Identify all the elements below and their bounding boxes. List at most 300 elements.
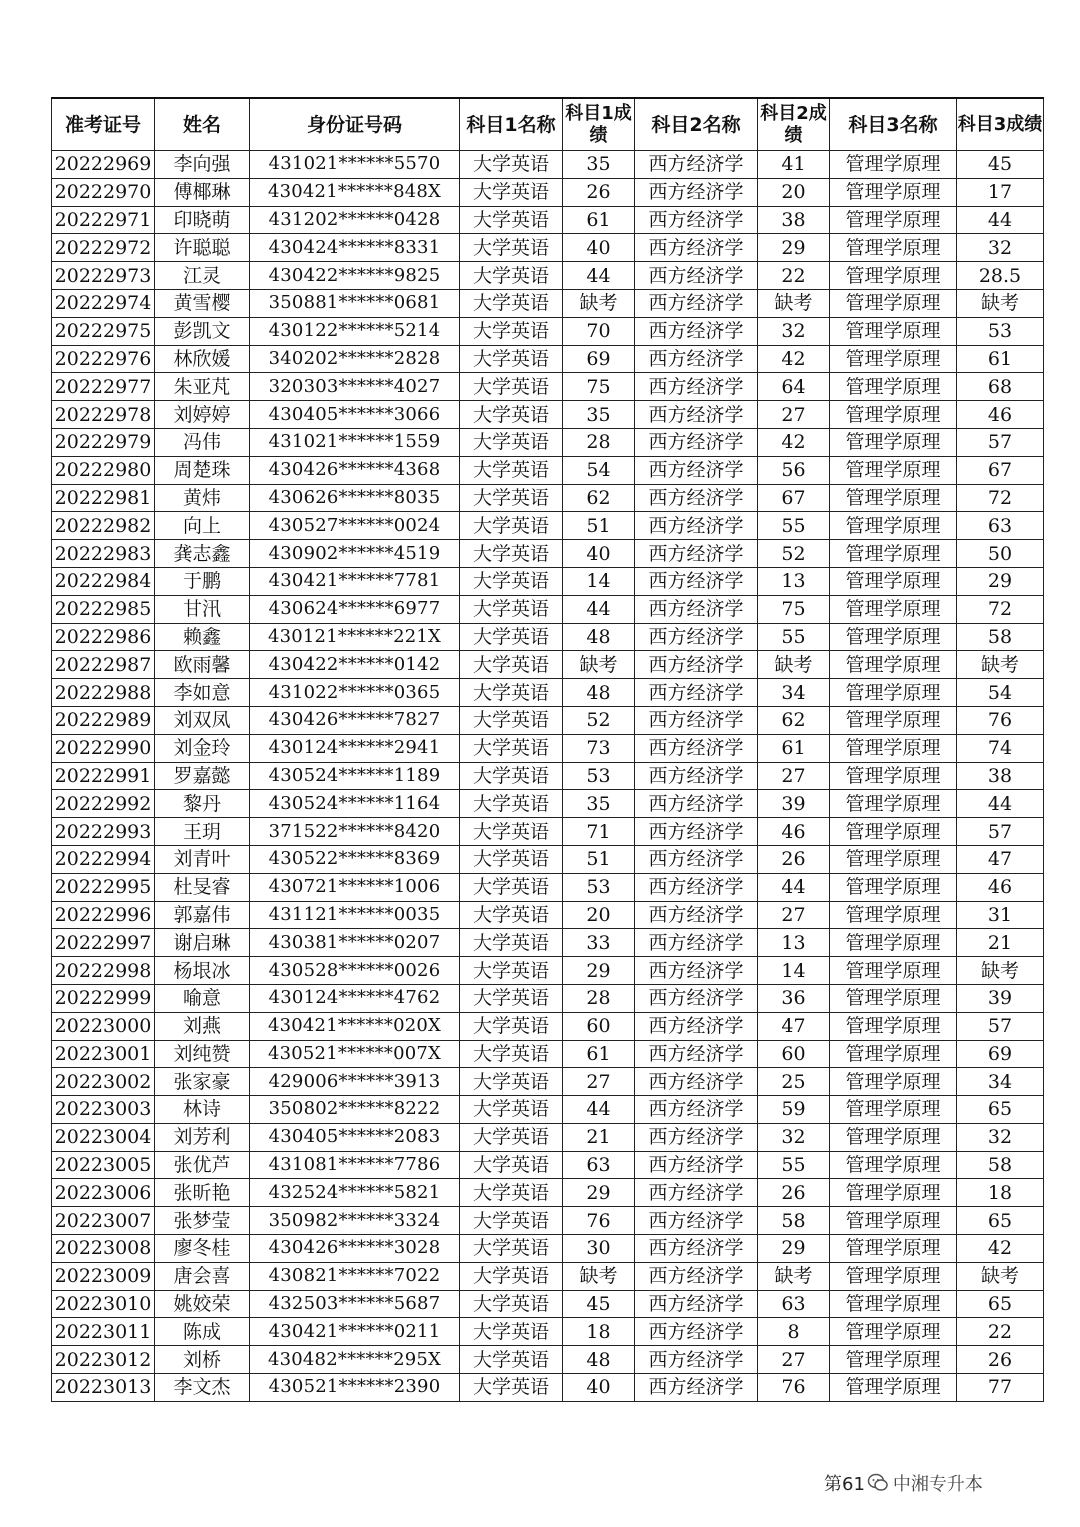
cell-name: 赖鑫 [155, 623, 250, 651]
table-row [52, 1374, 1044, 1402]
cell-subject2-name: 西方经济学 [635, 734, 758, 762]
cell-subject3-score: 67 [957, 456, 1044, 484]
cell-subject1-score: 71 [563, 818, 635, 846]
cell-subject1-score: 76 [563, 1207, 635, 1235]
cell-subject2-score: 59 [758, 1096, 830, 1124]
cell-subject2-name: 西方经济学 [635, 1290, 758, 1318]
cell-exam-id: 20222969 [52, 151, 155, 179]
cell-subject2-name: 西方经济学 [635, 512, 758, 540]
watermark-text: 中湘专升本 [892, 1474, 983, 1495]
cell-subject2-name: 西方经济学 [635, 151, 758, 179]
table-row [52, 1207, 1044, 1235]
cell-subject2-score: 42 [758, 428, 830, 456]
cell-name: 刘青叶 [155, 845, 250, 873]
cell-name: 唐会喜 [155, 1262, 250, 1290]
cell-name: 李文杰 [155, 1374, 250, 1402]
cell-subject2-score: 52 [758, 540, 830, 568]
cell-subject1-score: 35 [563, 151, 635, 179]
cell-subject3-score: 缺考 [957, 1262, 1044, 1290]
cell-subject1-name: 大学英语 [460, 151, 563, 179]
cell-subject3-score: 22 [957, 1318, 1044, 1346]
table-row [52, 206, 1044, 234]
cell-subject1-score: 33 [563, 929, 635, 957]
header-exam-id: 准考证号 [52, 98, 155, 151]
table-row [52, 567, 1044, 595]
cell-subject1-name: 大学英语 [460, 1179, 563, 1207]
cell-exam-id: 20222991 [52, 762, 155, 790]
cell-subject1-score: 21 [563, 1123, 635, 1151]
header-subject3-score: 科目3成绩 [957, 98, 1044, 151]
cell-exam-id: 20222978 [52, 401, 155, 429]
cell-id-number: 432524******5821 [250, 1179, 460, 1207]
cell-subject2-name: 西方经济学 [635, 623, 758, 651]
cell-name: 刘芳利 [155, 1123, 250, 1151]
table-row [52, 456, 1044, 484]
cell-id-number: 430528******0026 [250, 957, 460, 985]
cell-id-number: 430405******2083 [250, 1123, 460, 1151]
cell-subject1-name: 大学英语 [460, 512, 563, 540]
cell-name: 陈成 [155, 1318, 250, 1346]
cell-subject2-name: 西方经济学 [635, 1207, 758, 1235]
page-number-text: 第61 [824, 1474, 865, 1495]
cell-subject2-score: 60 [758, 1040, 830, 1068]
cell-exam-id: 20222987 [52, 651, 155, 679]
cell-subject2-score: 32 [758, 317, 830, 345]
cell-subject1-score: 63 [563, 1151, 635, 1179]
cell-subject2-score: 42 [758, 345, 830, 373]
table-row [52, 706, 1044, 734]
cell-subject2-name: 西方经济学 [635, 706, 758, 734]
table-row [52, 845, 1044, 873]
cell-subject3-score: 42 [957, 1235, 1044, 1263]
cell-exam-id: 20223008 [52, 1235, 155, 1263]
cell-subject3-score: 32 [957, 1123, 1044, 1151]
cell-subject2-name: 西方经济学 [635, 1151, 758, 1179]
cell-subject3-name: 管理学原理 [830, 1040, 957, 1068]
header-subject3-name: 科目3名称 [830, 98, 957, 151]
cell-subject1-name: 大学英语 [460, 901, 563, 929]
cell-subject3-score: 缺考 [957, 651, 1044, 679]
cell-name: 冯伟 [155, 428, 250, 456]
cell-exam-id: 20223009 [52, 1262, 155, 1290]
cell-subject3-name: 管理学原理 [830, 1346, 957, 1374]
cell-exam-id: 20222981 [52, 484, 155, 512]
cell-subject2-name: 西方经济学 [635, 1096, 758, 1124]
cell-id-number: 430422******0142 [250, 651, 460, 679]
cell-subject2-name: 西方经济学 [635, 234, 758, 262]
cell-subject2-score: 25 [758, 1068, 830, 1096]
cell-name: 朱亚芃 [155, 373, 250, 401]
table-row [52, 262, 1044, 290]
cell-name: 黄雪樱 [155, 289, 250, 317]
cell-subject1-score: 20 [563, 901, 635, 929]
table-row [52, 428, 1044, 456]
cell-subject3-score: 47 [957, 845, 1044, 873]
cell-subject2-name: 西方经济学 [635, 428, 758, 456]
cell-subject3-name: 管理学原理 [830, 540, 957, 568]
cell-subject2-score: 75 [758, 595, 830, 623]
cell-id-number: 430821******7022 [250, 1262, 460, 1290]
cell-subject1-score: 61 [563, 206, 635, 234]
cell-subject2-score: 67 [758, 484, 830, 512]
cell-id-number: 430482******295X [250, 1346, 460, 1374]
cell-subject2-name: 西方经济学 [635, 540, 758, 568]
cell-name: 周楚珠 [155, 456, 250, 484]
cell-subject3-score: 57 [957, 1012, 1044, 1040]
cell-subject3-name: 管理学原理 [830, 1290, 957, 1318]
cell-subject1-name: 大学英语 [460, 1235, 563, 1263]
cell-subject3-score: 31 [957, 901, 1044, 929]
cell-id-number: 320303******4027 [250, 373, 460, 401]
cell-name: 欧雨馨 [155, 651, 250, 679]
cell-id-number: 430626******8035 [250, 484, 460, 512]
cell-subject3-name: 管理学原理 [830, 1123, 957, 1151]
cell-id-number: 430426******4368 [250, 456, 460, 484]
cell-name: 傅椰琳 [155, 178, 250, 206]
cell-subject2-score: 36 [758, 984, 830, 1012]
cell-exam-id: 20222973 [52, 262, 155, 290]
cell-subject3-score: 65 [957, 1207, 1044, 1235]
cell-id-number: 430527******0024 [250, 512, 460, 540]
cell-subject1-score: 73 [563, 734, 635, 762]
cell-subject3-name: 管理学原理 [830, 790, 957, 818]
cell-subject3-name: 管理学原理 [830, 1012, 957, 1040]
table-row [52, 623, 1044, 651]
cell-exam-id: 20222999 [52, 984, 155, 1012]
cell-name: 彭凯文 [155, 317, 250, 345]
cell-subject1-name: 大学英语 [460, 651, 563, 679]
table-row [52, 595, 1044, 623]
cell-subject2-score: 39 [758, 790, 830, 818]
cell-exam-id: 20222974 [52, 289, 155, 317]
cell-subject3-name: 管理学原理 [830, 873, 957, 901]
table-row [52, 1096, 1044, 1124]
cell-exam-id: 20223006 [52, 1179, 155, 1207]
cell-subject3-name: 管理学原理 [830, 1318, 957, 1346]
cell-id-number: 430522******8369 [250, 845, 460, 873]
table-row [52, 651, 1044, 679]
table-row [52, 317, 1044, 345]
cell-subject1-name: 大学英语 [460, 234, 563, 262]
cell-subject2-score: 27 [758, 762, 830, 790]
cell-exam-id: 20222997 [52, 929, 155, 957]
cell-subject1-name: 大学英语 [460, 595, 563, 623]
cell-subject1-score: 缺考 [563, 651, 635, 679]
cell-subject3-score: 26 [957, 1346, 1044, 1374]
cell-subject2-score: 55 [758, 512, 830, 540]
cell-subject2-score: 46 [758, 818, 830, 846]
table-row [52, 234, 1044, 262]
cell-subject3-score: 69 [957, 1040, 1044, 1068]
table-row [52, 289, 1044, 317]
cell-subject2-name: 西方经济学 [635, 206, 758, 234]
table-row [52, 1012, 1044, 1040]
cell-subject3-score: 32 [957, 234, 1044, 262]
cell-id-number: 430421******020X [250, 1012, 460, 1040]
cell-id-number: 340202******2828 [250, 345, 460, 373]
cell-exam-id: 20223011 [52, 1318, 155, 1346]
cell-id-number: 430381******0207 [250, 929, 460, 957]
cell-exam-id: 20222970 [52, 178, 155, 206]
cell-subject1-name: 大学英语 [460, 1374, 563, 1402]
cell-subject3-name: 管理学原理 [830, 1262, 957, 1290]
cell-exam-id: 20223000 [52, 1012, 155, 1040]
cell-name: 龚志鑫 [155, 540, 250, 568]
table-row [52, 901, 1044, 929]
cell-subject1-score: 60 [563, 1012, 635, 1040]
cell-subject1-score: 48 [563, 679, 635, 707]
cell-subject3-score: 缺考 [957, 289, 1044, 317]
cell-subject2-score: 38 [758, 206, 830, 234]
cell-subject2-name: 西方经济学 [635, 373, 758, 401]
cell-exam-id: 20223004 [52, 1123, 155, 1151]
cell-name: 杜旻睿 [155, 873, 250, 901]
cell-exam-id: 20223007 [52, 1207, 155, 1235]
cell-subject3-score: 38 [957, 762, 1044, 790]
cell-id-number: 430521******007X [250, 1040, 460, 1068]
cell-name: 刘纯赞 [155, 1040, 250, 1068]
cell-subject1-name: 大学英语 [460, 373, 563, 401]
cell-subject1-score: 14 [563, 567, 635, 595]
cell-id-number: 431022******0365 [250, 679, 460, 707]
cell-name: 于鹏 [155, 567, 250, 595]
cell-subject3-score: 50 [957, 540, 1044, 568]
table-row [52, 790, 1044, 818]
cell-subject1-name: 大学英语 [460, 1068, 563, 1096]
cell-subject3-name: 管理学原理 [830, 1096, 957, 1124]
cell-subject1-score: 45 [563, 1290, 635, 1318]
cell-exam-id: 20222976 [52, 345, 155, 373]
cell-name: 刘桥 [155, 1346, 250, 1374]
cell-subject3-name: 管理学原理 [830, 679, 957, 707]
table-row [52, 178, 1044, 206]
cell-exam-id: 20222972 [52, 234, 155, 262]
cell-id-number: 350881******0681 [250, 289, 460, 317]
cell-id-number: 430122******5214 [250, 317, 460, 345]
cell-subject3-name: 管理学原理 [830, 1207, 957, 1235]
cell-subject1-name: 大学英语 [460, 289, 563, 317]
cell-id-number: 430426******7827 [250, 706, 460, 734]
table-row [52, 1068, 1044, 1096]
cell-subject1-score: 44 [563, 595, 635, 623]
cell-subject1-score: 缺考 [563, 1262, 635, 1290]
cell-subject3-name: 管理学原理 [830, 206, 957, 234]
cell-subject2-name: 西方经济学 [635, 1374, 758, 1402]
cell-subject3-name: 管理学原理 [830, 456, 957, 484]
cell-subject3-name: 管理学原理 [830, 1235, 957, 1263]
cell-subject2-name: 西方经济学 [635, 1068, 758, 1096]
cell-subject3-name: 管理学原理 [830, 1068, 957, 1096]
cell-subject1-name: 大学英语 [460, 1207, 563, 1235]
table-row [52, 1123, 1044, 1151]
cell-exam-id: 20222985 [52, 595, 155, 623]
table-row [52, 1040, 1044, 1068]
cell-id-number: 430624******6977 [250, 595, 460, 623]
cell-subject3-name: 管理学原理 [830, 929, 957, 957]
cell-subject1-name: 大学英语 [460, 984, 563, 1012]
cell-name: 林欣媛 [155, 345, 250, 373]
cell-subject1-score: 53 [563, 762, 635, 790]
cell-subject3-name: 管理学原理 [830, 151, 957, 179]
cell-exam-id: 20222990 [52, 734, 155, 762]
cell-subject1-score: 35 [563, 790, 635, 818]
cell-subject3-score: 44 [957, 206, 1044, 234]
cell-exam-id: 20223005 [52, 1151, 155, 1179]
cell-subject1-name: 大学英语 [460, 262, 563, 290]
cell-subject2-score: 41 [758, 151, 830, 179]
cell-subject2-name: 西方经济学 [635, 456, 758, 484]
cell-subject2-name: 西方经济学 [635, 262, 758, 290]
cell-subject1-score: 29 [563, 1179, 635, 1207]
cell-name: 林诗 [155, 1096, 250, 1124]
cell-subject1-name: 大学英语 [460, 1151, 563, 1179]
cell-name: 张梦莹 [155, 1207, 250, 1235]
cell-subject2-score: 缺考 [758, 1262, 830, 1290]
cell-subject3-score: 46 [957, 873, 1044, 901]
cell-name: 廖冬桂 [155, 1235, 250, 1263]
table-row [52, 762, 1044, 790]
cell-id-number: 430121******221X [250, 623, 460, 651]
cell-subject1-score: 18 [563, 1318, 635, 1346]
cell-subject3-score: 68 [957, 373, 1044, 401]
cell-subject2-name: 西方经济学 [635, 957, 758, 985]
cell-subject1-score: 51 [563, 512, 635, 540]
cell-subject1-score: 53 [563, 873, 635, 901]
cell-subject1-score: 27 [563, 1068, 635, 1096]
cell-subject1-score: 62 [563, 484, 635, 512]
cell-name: 刘双凤 [155, 706, 250, 734]
cell-subject1-name: 大学英语 [460, 957, 563, 985]
cell-name: 黄炜 [155, 484, 250, 512]
cell-subject2-score: 55 [758, 623, 830, 651]
cell-subject3-name: 管理学原理 [830, 289, 957, 317]
cell-subject3-score: 28.5 [957, 262, 1044, 290]
cell-subject1-name: 大学英语 [460, 1290, 563, 1318]
cell-subject2-score: 32 [758, 1123, 830, 1151]
cell-subject3-score: 57 [957, 428, 1044, 456]
cell-subject1-score: 51 [563, 845, 635, 873]
cell-subject2-score: 缺考 [758, 289, 830, 317]
cell-subject1-name: 大学英语 [460, 845, 563, 873]
cell-subject1-name: 大学英语 [460, 317, 563, 345]
cell-subject3-score: 63 [957, 512, 1044, 540]
cell-id-number: 430405******3066 [250, 401, 460, 429]
cell-exam-id: 20222984 [52, 567, 155, 595]
cell-subject3-name: 管理学原理 [830, 1374, 957, 1402]
cell-exam-id: 20222994 [52, 845, 155, 873]
cell-exam-id: 20223013 [52, 1374, 155, 1402]
cell-id-number: 371522******8420 [250, 818, 460, 846]
cell-id-number: 350802******8222 [250, 1096, 460, 1124]
cell-id-number: 429006******3913 [250, 1068, 460, 1096]
score-table [51, 97, 1044, 1402]
cell-name: 张家豪 [155, 1068, 250, 1096]
cell-subject1-score: 48 [563, 623, 635, 651]
cell-subject2-name: 西方经济学 [635, 929, 758, 957]
cell-exam-id: 20222988 [52, 679, 155, 707]
cell-subject2-name: 西方经济学 [635, 762, 758, 790]
cell-exam-id: 20222979 [52, 428, 155, 456]
cell-subject3-score: 21 [957, 929, 1044, 957]
cell-name: 甘汛 [155, 595, 250, 623]
cell-name: 张昕艳 [155, 1179, 250, 1207]
cell-subject2-score: 63 [758, 1290, 830, 1318]
cell-subject1-score: 75 [563, 373, 635, 401]
cell-subject3-score: 18 [957, 1179, 1044, 1207]
cell-subject3-name: 管理学原理 [830, 178, 957, 206]
cell-subject2-name: 西方经济学 [635, 1318, 758, 1346]
page-footer [824, 1468, 983, 1498]
cell-subject1-name: 大学英语 [460, 1096, 563, 1124]
table-row [52, 1346, 1044, 1374]
cell-subject1-name: 大学英语 [460, 818, 563, 846]
cell-exam-id: 20222989 [52, 706, 155, 734]
cell-subject3-name: 管理学原理 [830, 818, 957, 846]
cell-subject2-score: 29 [758, 1235, 830, 1263]
cell-subject1-name: 大学英语 [460, 1012, 563, 1040]
cell-subject3-name: 管理学原理 [830, 1151, 957, 1179]
cell-subject2-score: 13 [758, 929, 830, 957]
cell-subject3-name: 管理学原理 [830, 651, 957, 679]
cell-subject3-name: 管理学原理 [830, 512, 957, 540]
table-row [52, 401, 1044, 429]
cell-subject3-name: 管理学原理 [830, 345, 957, 373]
cell-id-number: 430124******4762 [250, 984, 460, 1012]
cell-subject2-score: 34 [758, 679, 830, 707]
cell-subject3-score: 58 [957, 623, 1044, 651]
cell-id-number: 432503******5687 [250, 1290, 460, 1318]
cell-exam-id: 20223012 [52, 1346, 155, 1374]
cell-subject2-score: 20 [758, 178, 830, 206]
cell-name: 向上 [155, 512, 250, 540]
cell-subject1-name: 大学英语 [460, 401, 563, 429]
cell-subject2-name: 西方经济学 [635, 317, 758, 345]
cell-id-number: 430421******848X [250, 178, 460, 206]
table-row [52, 1235, 1044, 1263]
header-name: 姓名 [155, 98, 250, 151]
cell-subject3-name: 管理学原理 [830, 1179, 957, 1207]
cell-subject3-name: 管理学原理 [830, 845, 957, 873]
cell-exam-id: 20223010 [52, 1290, 155, 1318]
cell-subject3-score: 61 [957, 345, 1044, 373]
cell-subject2-score: 27 [758, 1346, 830, 1374]
cell-subject2-score: 44 [758, 873, 830, 901]
cell-subject3-score: 缺考 [957, 957, 1044, 985]
cell-subject2-name: 西方经济学 [635, 1235, 758, 1263]
cell-subject3-score: 77 [957, 1374, 1044, 1402]
cell-subject2-score: 55 [758, 1151, 830, 1179]
cell-subject3-name: 管理学原理 [830, 957, 957, 985]
cell-exam-id: 20222982 [52, 512, 155, 540]
cell-subject2-score: 56 [758, 456, 830, 484]
cell-id-number: 430524******1164 [250, 790, 460, 818]
table-row [52, 818, 1044, 846]
table-row [52, 512, 1044, 540]
cell-id-number: 431202******0428 [250, 206, 460, 234]
cell-exam-id: 20222971 [52, 206, 155, 234]
cell-subject3-name: 管理学原理 [830, 373, 957, 401]
cell-subject1-score: 30 [563, 1235, 635, 1263]
cell-subject1-name: 大学英语 [460, 873, 563, 901]
cell-subject2-score: 26 [758, 845, 830, 873]
table-row [52, 151, 1044, 179]
cell-subject2-name: 西方经济学 [635, 1040, 758, 1068]
cell-name: 刘金玲 [155, 734, 250, 762]
cell-subject2-score: 76 [758, 1374, 830, 1402]
cell-subject3-score: 34 [957, 1068, 1044, 1096]
cell-subject2-name: 西方经济学 [635, 345, 758, 373]
cell-name: 印晓萌 [155, 206, 250, 234]
